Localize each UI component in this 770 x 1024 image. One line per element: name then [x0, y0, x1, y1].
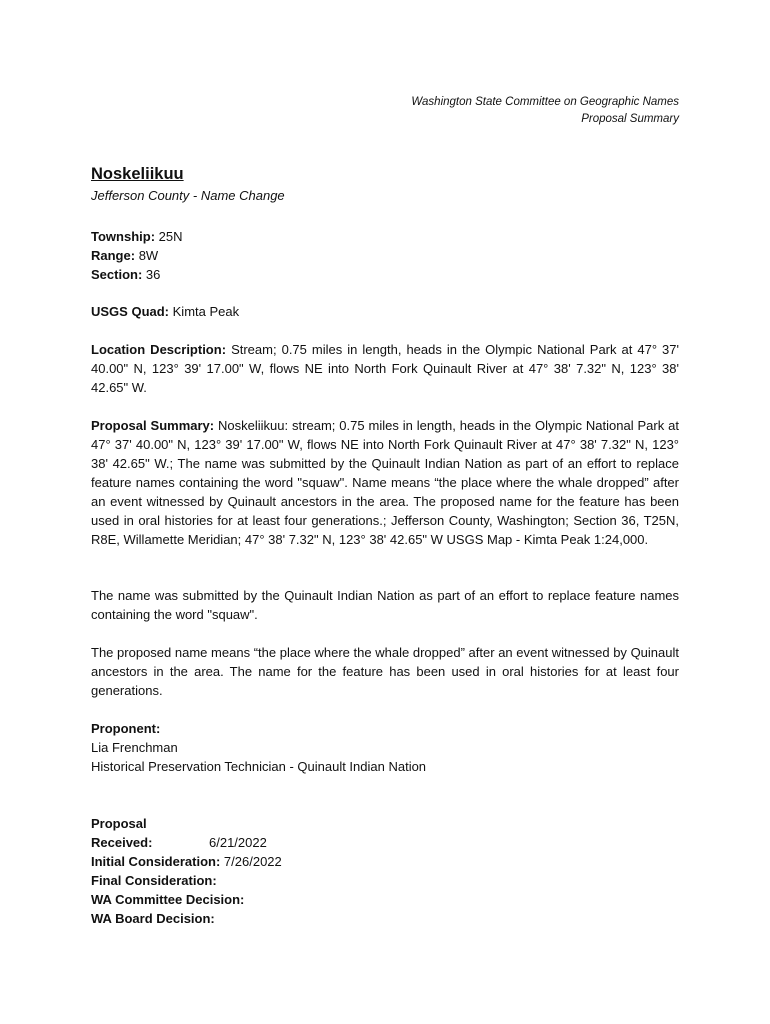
proposal-received-line: [91, 814, 679, 852]
usgs-quad-label: USGS Quad:: [91, 304, 170, 319]
header-committee-name: Washington State Committee on Geographic Names: [411, 96, 679, 108]
plss-block: [91, 227, 679, 284]
board-decision-label: WA Board Decision:: [91, 911, 215, 926]
township-label: Township:: [91, 229, 156, 244]
township-value: 25N: [158, 229, 183, 244]
proponent-role: Historical Preservation Technician - Quinault Indian Nation: [91, 759, 427, 774]
final-consideration-label: Final Consideration:: [91, 873, 217, 888]
range-line: [91, 246, 679, 265]
usgs-quad-value: Kimta Peak: [172, 304, 240, 319]
proposal-summary-label: Proposal Summary:: [91, 418, 215, 433]
proponent-label: Proponent:: [91, 721, 161, 736]
location-description-text: Stream; 0.75 miles in length, heads in the Olympic National Park at 47° 37' 40.00" N, 123° 39' 17.00" W, flows NE into North Fork Quinault River at 47° 38' 7.32" N, 123° 38' 42.65" W.: [91, 342, 679, 395]
proposal-received-value: 6/21/2022: [209, 835, 267, 850]
feature-subtitle: Jefferson County - Name Change: [91, 188, 285, 203]
consideration-dates: [91, 814, 679, 890]
location-description-label: Location Description:: [91, 342, 227, 357]
header-document-type: Proposal Summary: [581, 113, 679, 125]
section-value: 36: [145, 267, 161, 282]
location-description: [91, 340, 679, 397]
document-header: [411, 94, 679, 128]
proponent-block: [91, 719, 679, 776]
submission-paragraph: The name was submitted by the Quinault Indian Nation as part of an effort to replace feature names containing the word "squaw".: [91, 588, 679, 622]
section-line: [91, 265, 679, 284]
range-value: 8W: [138, 248, 159, 263]
feature-name-title: Noskeliikuu: [91, 165, 184, 183]
decisions-block: [91, 890, 679, 928]
range-label: Range:: [91, 248, 136, 263]
initial-consideration-value: 7/26/2022: [223, 854, 282, 869]
initial-consideration-line: [91, 852, 679, 871]
proposal-summary-text: Noskeliikuu: stream; 0.75 miles in length, heads in the Olympic National Park at 47° 37' 40.00" N, 123° 39' 17.00" W, flows NE into North Fork Quinault River at 47° 38' 7.32" N, 123° 38' 42.65" W.; The name was submitted by the Quinault Indian Nation as part of an effort to replace feature names containing the word "squaw". Name means “the place where the whale dropped” after an event witnessed by Quinault ancestors in the area. The proposed name for the feature has been used in oral histories for at least four generations.; Jefferson County, Washington; Section 36, T25N, R8E, Willamette Meridian; 47° 38' 7.32" N, 123° 38' 42.65" W USGS Map - Kimta Peak 1:24,000.: [91, 418, 679, 547]
township-line: [91, 227, 679, 246]
section-label: Section:: [91, 267, 143, 282]
committee-decision-label: WA Committee Decision:: [91, 892, 245, 907]
usgs-quad-line: [91, 302, 679, 321]
final-consideration-line: [91, 871, 679, 890]
proponent-name: Lia Frenchman: [91, 740, 178, 755]
initial-consideration-label: Initial Consideration:: [91, 854, 221, 869]
meaning-paragraph: The proposed name means “the place where the whale dropped” after an event witnessed by Quinault ancestors in the area. The name for the feature has been used in oral histories for at least four generations.: [91, 645, 679, 698]
proposal-received-label: Proposal Received:: [91, 816, 153, 850]
proposal-summary: [91, 416, 679, 549]
